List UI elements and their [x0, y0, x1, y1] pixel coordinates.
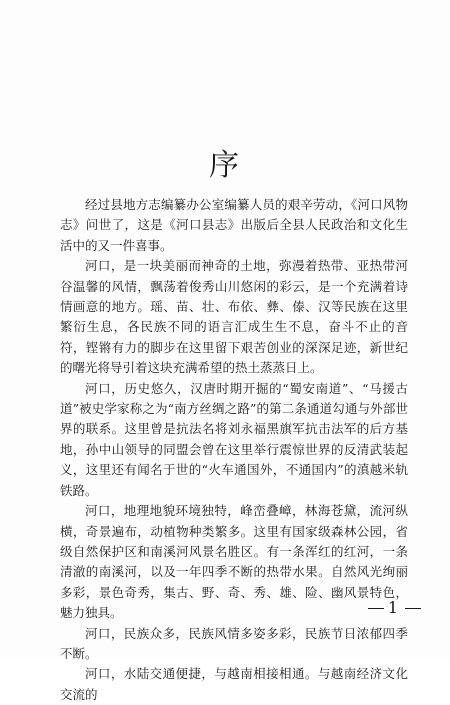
paragraph: 河口，是一块美丽而神奇的土地，弥漫着热带、亚热带河谷温馨的风情，飘荡着俊秀山川悠闲的彩云，是一个充满着诗情画意的地方。瑶、苗、壮、布依、彝、傣、汉等民族在这里繁衍生息，各民族不同的语言汇成生生不息，奋斗不止的音符，铿锵有力的脚步在这里留下艰苦创业的深深足迹，新世纪的曙光将导引着这块充满希望的热土蒸蒸日上。: [60, 258, 408, 376]
paragraph: 河口，历史悠久，汉唐时期开掘的“蜀安南道”、“马援古道”被史学家称之为“南方丝绸之路”的第二条通道勾通与外部世界的联系。这里曾是抗法名将刘永福黑旗军抗击法军的后方基地，孙中山领导的同盟会曾在这里举行震惊世界的反清武装起义，这里还有闻名于世的“火车通国外，不通国内”的滇越米轨铁路。: [60, 380, 408, 498]
page-title: 序: [209, 148, 241, 183]
preface-body: [60, 195, 408, 705]
page-number-footer: [0, 598, 425, 617]
paragraph: 河口，民族众多，民族风情多姿多彩，民族节日浓郁四季不断。: [60, 625, 408, 661]
paragraph: 河口，地理地貌环境独特，峰峦叠嶂，林海苍黛，流河纵横，奇景遍布，动植物种类繁多。这里有国家级森林公园，省级自然保护区和南溪河风景名胜区。有一条浑红的红河，一条清澈的南溪河，以及一年四季不断的热带水果。自然风光绚丽多彩，景色奇秀，集古、野、奇、秀、雄、险、幽风景特色，魅力独具。: [60, 503, 408, 621]
paragraph: 河口，水陆交通便捷，与越南相接相通。与越南经济文化交流的: [60, 666, 408, 702]
paragraph: 经过县地方志编纂办公室编纂人员的艰辛劳动，《河口风物志》问世了，这是《河口县志》出版后全县人民政治和文化生活中的又一件喜事。: [60, 197, 408, 253]
page-number: 1: [387, 598, 401, 617]
left-dash: [368, 608, 384, 609]
right-dash: [405, 608, 421, 609]
